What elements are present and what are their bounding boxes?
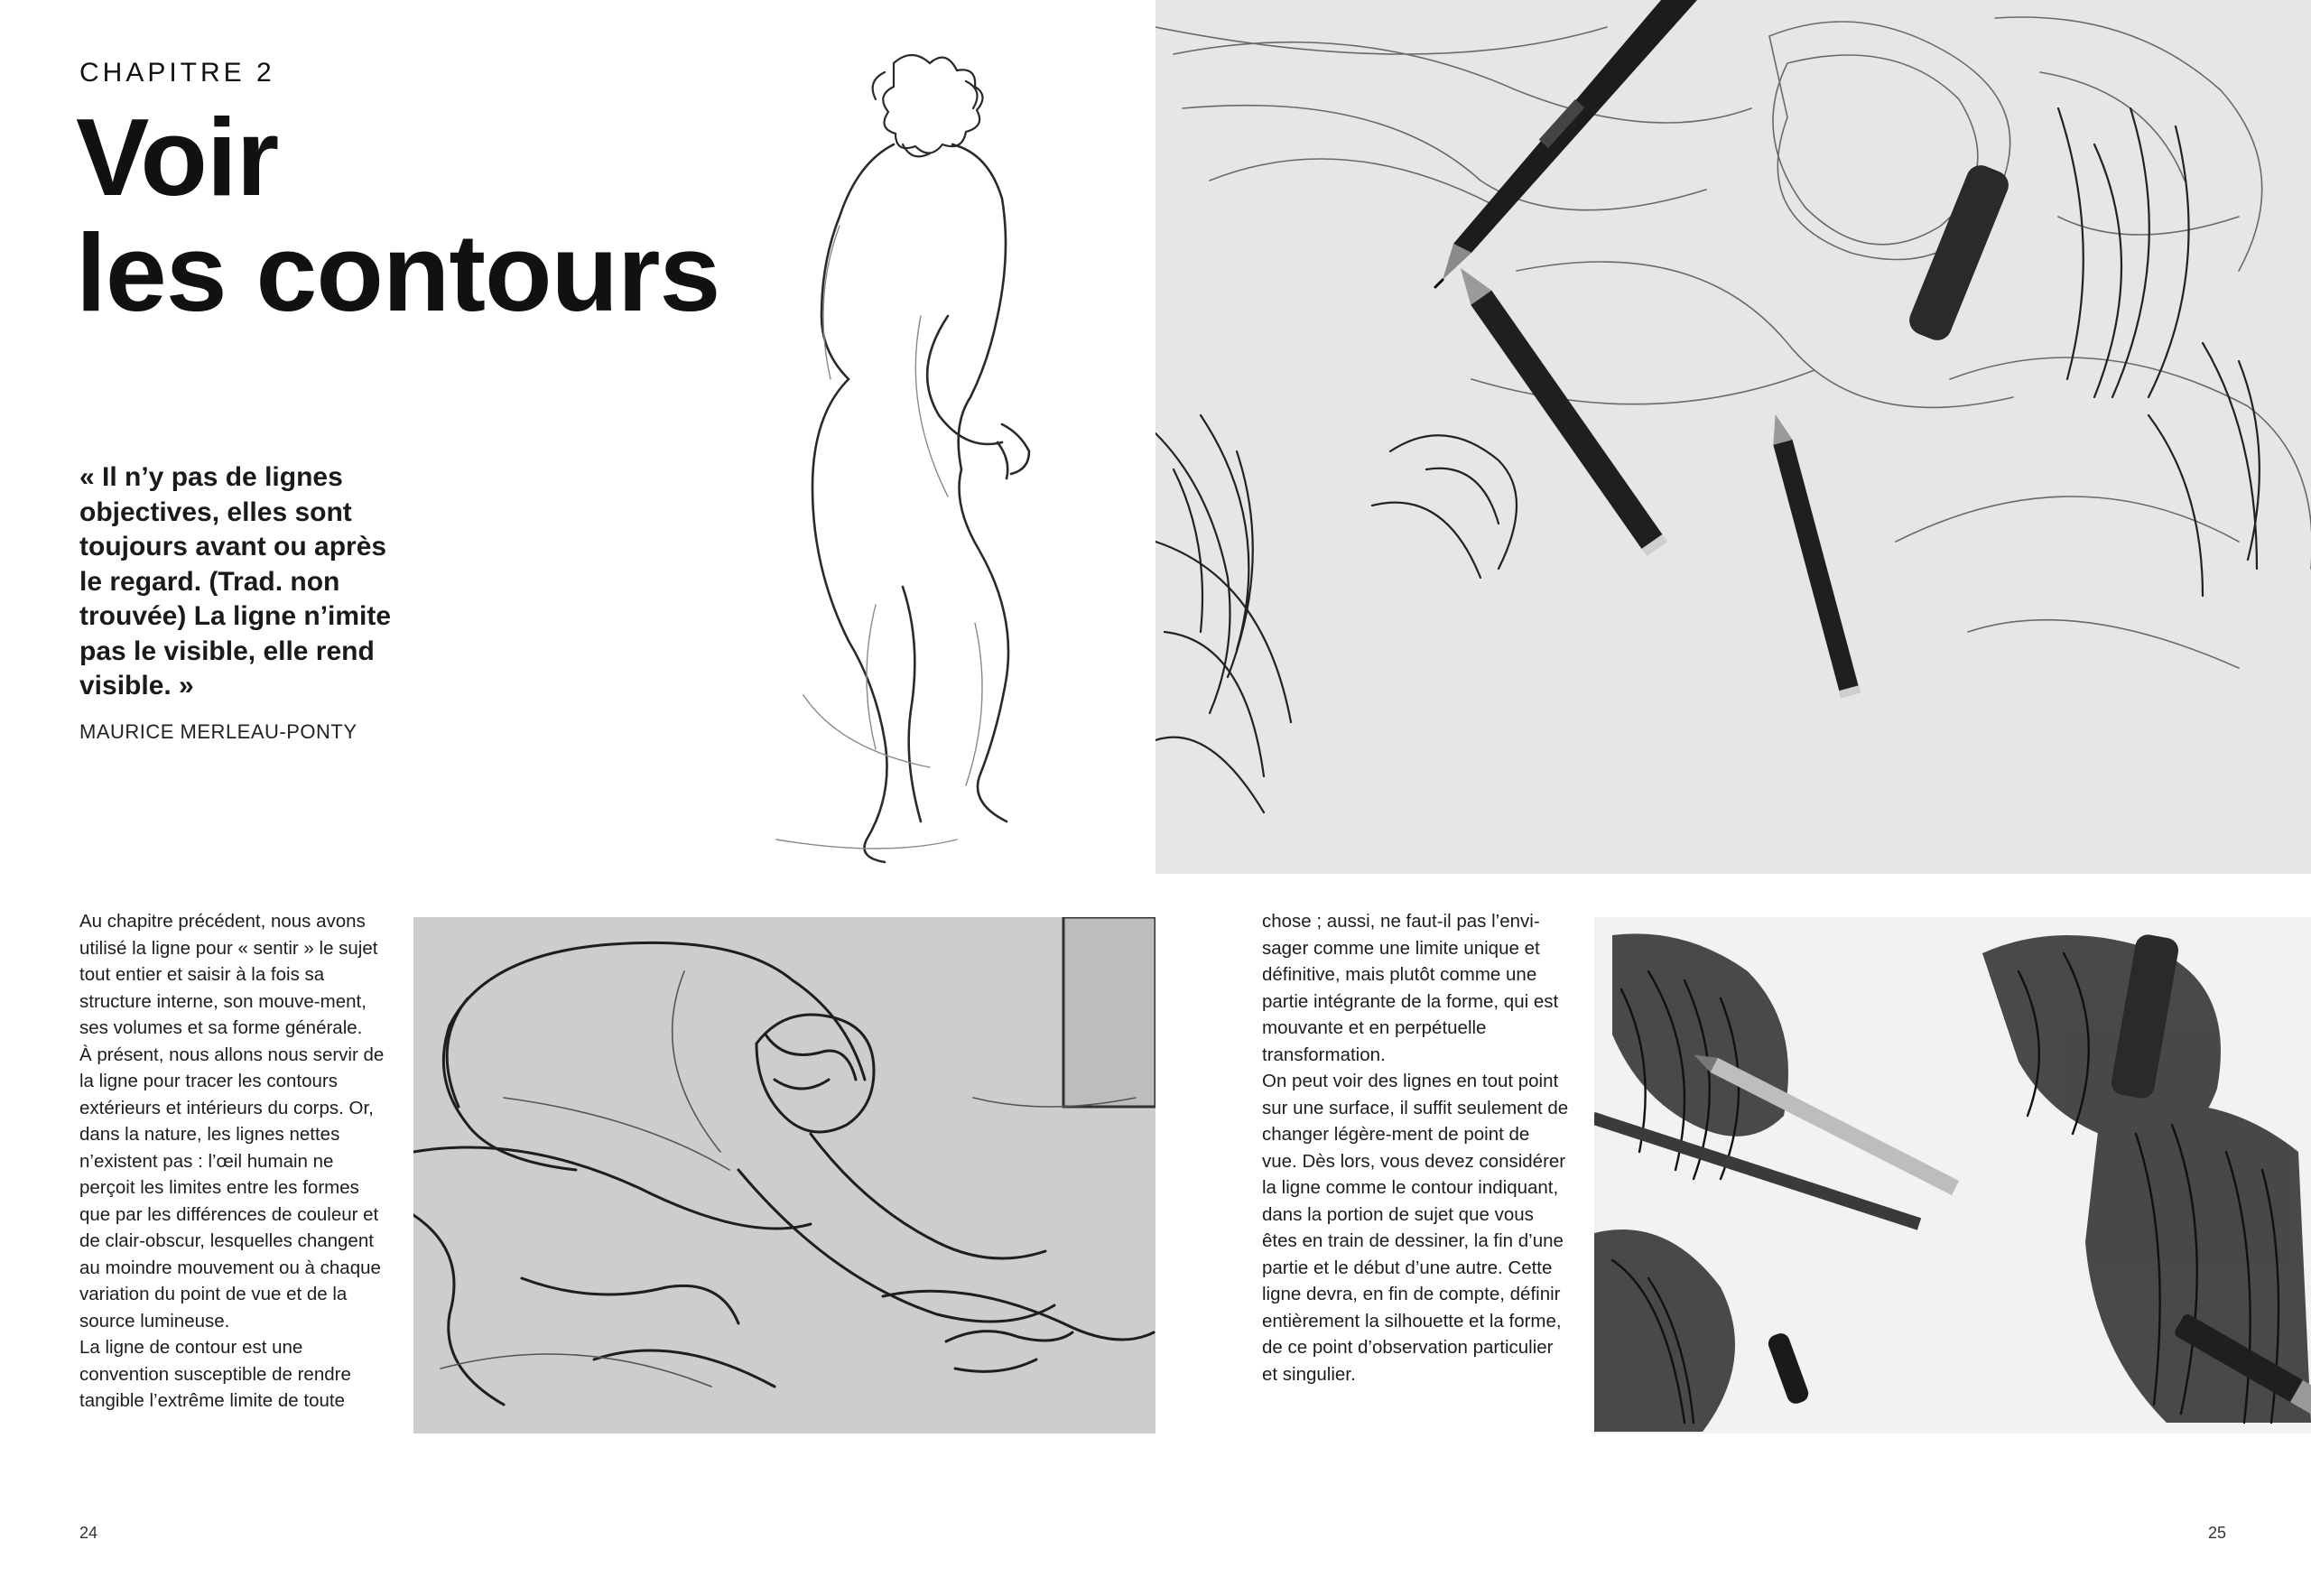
pencils-scribbles-photo [1156, 0, 2311, 874]
page-number-left: 24 [79, 1524, 98, 1542]
pull-quote: « Il n’y pas de lignes objectives, elles sont toujours avant ou après le regard. (Trad. non trouvée) La ligne n’imite pas le visible, elle rend visible. » [79, 462, 392, 701]
ink-tools-photo [1594, 917, 2311, 1434]
reclining-figure-image [413, 917, 1156, 1434]
chapter-title-line1: Voir [76, 96, 279, 218]
body-text-left [79, 908, 390, 1415]
body-paragraph: Au chapitre précédent, nous avons utilisé la ligne pour « sentir » le sujet tout entier et saisir à la fois sa structure interne, son mouve-ment, ses volumes et sa forme générale. [79, 911, 378, 1038]
body-text-right [1262, 908, 1569, 1387]
quote-author: MAURICE MERLEAU-PONTY [79, 720, 357, 743]
chapter-label: CHAPITRE 2 [79, 58, 275, 88]
body-paragraph: À présent, nous allons nous servir de la ligne pour tracer les contours extérieurs et intérieurs du corps. Or, dans la nature, les lignes nettes n’existent pas : l’œil humain ne perçoit les limites entre les formes que par les différences de couleur et de clair-obscur, lesquelles changent au moindre mouvement ou à chaque variation du point de vue et de la source lumineuse. [79, 1044, 385, 1332]
body-paragraph: On peut voir des lignes en tout point sur une surface, il suffit seulement de changer légère-ment de point de vue. Dès lors, vous devez considérer la ligne comme le contour indiquant, dans la portion de sujet que vous êtes en train de dessiner, la fin d’une partie et le début d’une autre. Cette ligne devra, en fin de compte, définir entièrement la silhouette et la forme, de ce point d’observation particulier et singulier. [1262, 1071, 1569, 1385]
chapter-title [76, 96, 720, 334]
body-paragraph: La ligne de contour est une convention susceptible de rendre tangible l’extrême limite de toute [79, 1337, 351, 1411]
chapter-title-line2: les contours [76, 211, 720, 334]
page-number-right: 25 [2208, 1524, 2227, 1542]
figure-sketch-image [740, 45, 1128, 885]
body-paragraph: chose ; aussi, ne faut-il pas l’envi-sager comme une limite unique et définitive, mais plutôt comme une partie intégrante de la forme, qui est mouvante et en perpétuelle transformation. [1262, 911, 1559, 1065]
